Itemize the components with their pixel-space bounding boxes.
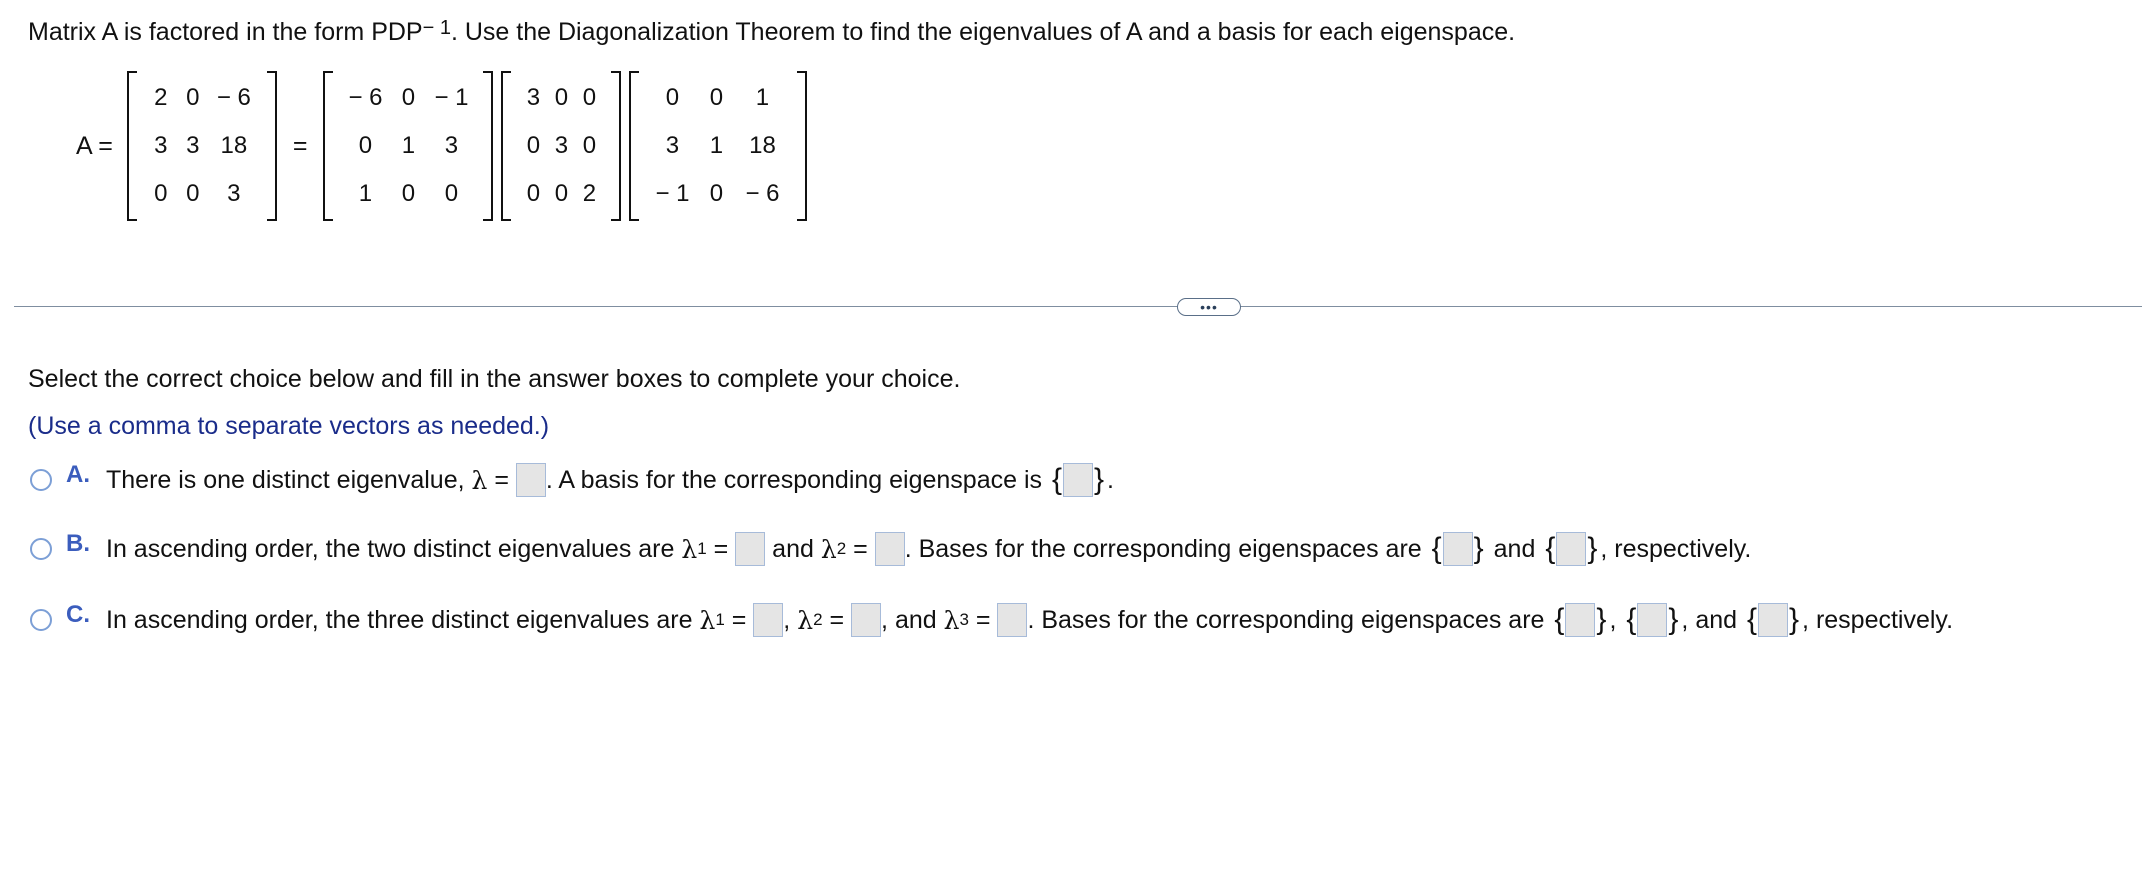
- equals-sign: =: [292, 131, 308, 160]
- subscript-1: 1: [697, 539, 707, 558]
- matrix-p-left-bracket: [323, 71, 333, 221]
- matrix-a-entries: [137, 71, 267, 221]
- matrix-p-inverse-cell: 0: [709, 180, 724, 207]
- comma: ,: [1609, 605, 1617, 634]
- matrix-a-cell: 3: [154, 132, 168, 159]
- question-text-end: . Use the Diagonalization Theorem to find the eigenvalues of A and a basis for each eigenspace.: [450, 18, 1516, 46]
- matrix-equation: [76, 66, 811, 226]
- choice-a-letter: A.: [66, 461, 90, 488]
- matrix-a: [127, 71, 277, 221]
- matrix-d-cell: 0: [526, 132, 541, 159]
- comma: ,: [783, 605, 791, 634]
- subscript-1: 1: [715, 610, 725, 629]
- more-options-button[interactable]: •••: [1177, 298, 1241, 316]
- matrix-d-right-bracket: [611, 71, 621, 221]
- matrix-a-cell: 18: [220, 132, 248, 159]
- close-brace: }: [1094, 463, 1105, 496]
- instruction-text: Select the correct choice below and fill in the answer boxes to complete your choice.: [28, 365, 961, 393]
- matrix-p-cell: 0: [401, 180, 416, 207]
- matrix-p-cell: 0: [444, 180, 459, 207]
- choice-b[interactable]: [30, 532, 1751, 566]
- matrix-p-right-bracket: [483, 71, 493, 221]
- matrix-d-entries: [511, 71, 611, 221]
- matrix-a-cell: − 6: [216, 84, 251, 111]
- basis-set-2: [1544, 532, 1598, 566]
- matrix-d-cell: 0: [554, 84, 569, 111]
- equals-sign: =: [494, 465, 509, 494]
- matrix-a-cell: 0: [186, 180, 200, 207]
- matrix-p-cell: 1: [401, 132, 416, 159]
- matrix-d-cell: 0: [554, 180, 569, 207]
- choice-c[interactable]: [30, 603, 1953, 637]
- matrix-p-cell: 0: [401, 84, 416, 111]
- open-brace: {: [1051, 463, 1063, 496]
- matrix-p-entries: [333, 71, 483, 221]
- basis-set: [1051, 463, 1105, 497]
- question-text: [28, 18, 1515, 47]
- close-brace: }: [1668, 603, 1679, 636]
- close-brace: }: [1587, 532, 1598, 565]
- basis-3-input[interactable]: [1758, 603, 1788, 637]
- matrix-p-inverse-right-bracket: [797, 71, 807, 221]
- lambda-2-symbol: λ: [797, 605, 814, 635]
- matrix-p-inverse-cell: 18: [749, 132, 776, 159]
- basis-1-input[interactable]: [1443, 532, 1473, 566]
- and-text: and: [772, 534, 814, 563]
- section-divider: [14, 306, 2142, 307]
- choice-b-radio[interactable]: [30, 538, 52, 560]
- and-text: , and: [881, 605, 937, 634]
- choice-c-radio[interactable]: [30, 609, 52, 631]
- basis-set-1: [1553, 603, 1607, 637]
- matrix-d-left-bracket: [501, 71, 511, 221]
- lambda-1-symbol: λ: [699, 605, 716, 635]
- choice-a-text-1: There is one distinct eigenvalue,: [106, 465, 465, 494]
- matrix-p-inverse-cell: 0: [709, 84, 724, 111]
- choice-c-text-2: . Bases for the corresponding eigenspaces are: [1027, 605, 1545, 634]
- matrix-d-cell: 0: [526, 180, 541, 207]
- close-brace: }: [1473, 532, 1484, 565]
- choice-b-text-1: In ascending order, the two distinct eigenvalues are: [106, 534, 675, 563]
- basis-input[interactable]: [1063, 463, 1093, 497]
- matrix-p-inverse-left-bracket: [629, 71, 639, 221]
- subscript-3: 3: [959, 610, 969, 629]
- matrix-p-inverse-cell: 1: [709, 132, 724, 159]
- eigenvalue-2-input[interactable]: [851, 603, 881, 637]
- choice-c-letter: C.: [66, 601, 90, 628]
- matrix-a-cell: 3: [186, 132, 200, 159]
- open-brace: {: [1554, 603, 1565, 636]
- open-brace: {: [1545, 532, 1556, 565]
- basis-2-input[interactable]: [1556, 532, 1586, 566]
- inverse-superscript: − 1: [422, 17, 451, 39]
- choice-a-text-2: . A basis for the corresponding eigenspace is: [545, 465, 1043, 494]
- open-brace: {: [1626, 603, 1637, 636]
- lambda-3-symbol: λ: [943, 605, 960, 635]
- basis-2-input[interactable]: [1637, 603, 1667, 637]
- matrix-p: [323, 71, 493, 221]
- matrix-d-cell: 0: [582, 132, 597, 159]
- close-brace: }: [1596, 603, 1607, 636]
- matrix-p-cell: − 1: [434, 84, 469, 111]
- basis-1-input[interactable]: [1565, 603, 1595, 637]
- eigenvalue-1-input[interactable]: [753, 603, 783, 637]
- choice-a[interactable]: [30, 463, 1114, 497]
- and-text: and: [1493, 534, 1536, 563]
- choice-a-period: .: [1107, 465, 1114, 494]
- choice-a-radio[interactable]: [30, 469, 52, 491]
- choice-c-text-1: In ascending order, the three distinct eigenvalues are: [106, 605, 693, 634]
- matrix-p-cell: 3: [444, 132, 459, 159]
- lambda-symbol: λ: [471, 465, 488, 495]
- matrix-p-inverse-cell: − 1: [655, 180, 690, 207]
- equals-sign: =: [975, 605, 991, 634]
- equals-sign: =: [731, 605, 747, 634]
- eigenvalue-input[interactable]: [516, 463, 546, 497]
- open-brace: {: [1746, 603, 1758, 636]
- close-brace: }: [1789, 603, 1800, 636]
- lambda-2-symbol: λ: [820, 534, 837, 564]
- eigenvalue-3-input[interactable]: [997, 603, 1027, 637]
- matrix-p-cell: 0: [358, 132, 373, 159]
- matrix-a-cell: 0: [154, 180, 168, 207]
- basis-set-1: [1431, 532, 1485, 566]
- choice-c-text-3: , respectively.: [1802, 605, 1954, 634]
- matrix-a-cell: 0: [186, 84, 200, 111]
- eigenvalue-1-input[interactable]: [735, 532, 765, 566]
- matrix-d-cell: 3: [526, 84, 541, 111]
- basis-set-2: [1625, 603, 1679, 637]
- equals-sign: =: [829, 605, 845, 634]
- matrix-d-cell: 2: [582, 180, 597, 207]
- matrix-p-cell: − 6: [348, 84, 383, 111]
- matrix-d-cell: 3: [554, 132, 569, 159]
- equals-sign: =: [713, 534, 729, 563]
- matrix-a-cell: 2: [154, 84, 168, 111]
- choice-b-letter: B.: [66, 530, 90, 557]
- matrix-a-right-bracket: [267, 71, 277, 221]
- choice-b-text-3: , respectively.: [1600, 534, 1752, 563]
- matrix-p-cell: 1: [358, 180, 373, 207]
- question-text-start: Matrix A is factored in the form PDP: [28, 18, 423, 46]
- open-brace: {: [1431, 532, 1442, 565]
- matrix-p-inverse-cell: − 6: [745, 180, 780, 207]
- subscript-2: 2: [836, 539, 847, 558]
- lambda-1-symbol: λ: [681, 534, 698, 564]
- matrix-p-inverse-cell: 0: [665, 84, 680, 111]
- equals-sign: =: [853, 534, 868, 563]
- matrix-p-inverse: [629, 71, 807, 221]
- basis-set-3: [1746, 603, 1800, 637]
- choice-b-text-2: . Bases for the corresponding eigenspaces are: [904, 534, 1422, 563]
- matrix-p-inverse-entries: [639, 71, 797, 221]
- and-text: , and: [1681, 605, 1738, 634]
- matrix-p-inverse-cell: 1: [755, 84, 770, 111]
- subscript-2: 2: [813, 610, 823, 629]
- hint-text: (Use a comma to separate vectors as needed.): [28, 412, 550, 440]
- matrix-p-inverse-cell: 3: [665, 132, 680, 159]
- lhs-label: A =: [76, 131, 113, 160]
- matrix-a-cell: 3: [227, 180, 241, 207]
- matrix-d: [501, 71, 621, 221]
- matrix-a-left-bracket: [127, 71, 137, 221]
- eigenvalue-2-input[interactable]: [875, 532, 905, 566]
- matrix-d-cell: 0: [582, 84, 597, 111]
